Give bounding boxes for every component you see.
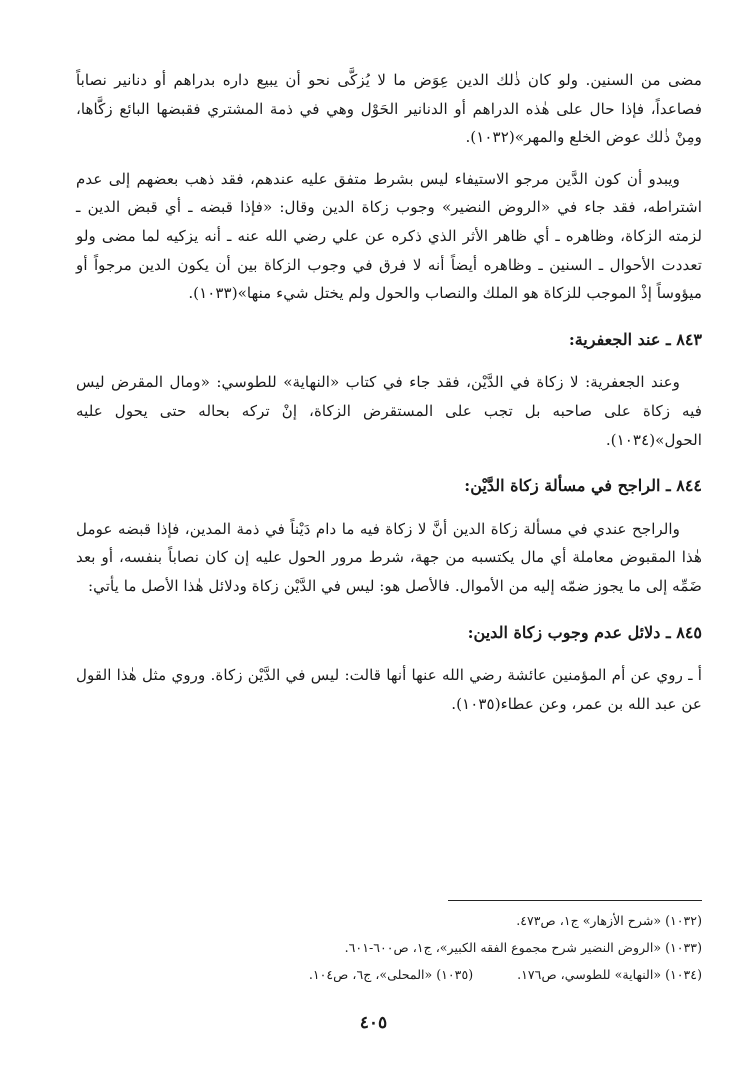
page-number: ٤٠٥ (359, 1013, 388, 1033)
main-text (76, 66, 702, 718)
footnote-row (76, 961, 702, 988)
footnote-1033: (١٠٣٣) «الروض النضير شرح مجموع الفقه الكبير»، ج١، ص٦٠٠-٦٠١. (344, 940, 702, 955)
section-heading-845: ٨٤٥ ـ دلائل عدم وجوب زكاة الدين: (467, 622, 702, 642)
footnote-1035: (١٠٣٥) «المحلى»، ج٦، ص١٠٤. (308, 967, 474, 982)
paragraph-preferred-opinion: والراجح عندي في مسألة زكاة الدين أنَّ لا زكاة فيه ما دام دَيْناً في ذمة المدين، فإذا قبضه عومل هٰذا المقبوض معاملة أي مال يكتسبه من جهة، شرط مرور الحول عليه إن كان نصاباً بنفسه، أو بعد ضَمِّه إلى ما يجوز ضمّه إليه من الأموال. فالأصل هو: ليس في الدَّيْن زكاة ودلائل هٰذا الأصل ما يأتي: (76, 519, 702, 595)
footnote-1032: (١٠٣٢) «شرح الأزهار» ج١، ص٤٧٣. (516, 913, 702, 928)
footnote-1034: (١٠٣٤) «النهاية» للطوسي، ص١٧٦. (517, 967, 702, 982)
paragraph-continuation: مضى من السنين. ولو كان ذٰلك الدين عِوَض ما لا يُزكَّى نحو أن يبيع داره بدراهم أو دنانير نصاباً فصاعداً، فإذا حال على هٰذه الدراهم أو الدنانير الحَوْل وهي في ذمة المشتري فقبضها البائع زكَّاها، ومِنْ ذٰلك عوض الخلع والمهر»(١٠٣٢). (76, 71, 702, 147)
footnotes (76, 907, 702, 988)
section-heading-844: ٨٤٤ ـ الراجح في مسألة زكاة الدَّيْن: (464, 476, 702, 496)
paragraph-ruling: ويبدو أن كون الدَّين مرجو الاستيفاء ليس بشرط متفق عليه عندهم، فقد ذهب بعضهم إلى عدم اشتراطه، فقد جاء في «الروض النضير» وجوب زكاة الدين وقال: «فإذا قبضه ـ أي قبض الدين ـ لزمته الزكاة، وظاهره ـ أي ظاهر الأثر الذي ذكره عن علي رضي الله عنه ـ أنه يزكيه لما مضى ولو تعددت الأحوال ـ السنين ـ وظاهره أيضاً أنه لا فرق في وجوب الزكاة بين أن يكون الدين مرجواً أو ميؤوساً إذْ الموجب للزكاة هو الملك والنصاب والحول ولم يختل شيء منها»(١٠٣٣). (76, 169, 702, 303)
paragraph-jafariyya: وعند الجعفرية: لا زكاة في الدَّيْن، فقد جاء في كتاب «النهاية» للطوسي: «ومال المقرض ليس فيه زكاة على صاحبه بل تجب على المستقرض الزكاة، إنْ تركه بحاله حتى يحول عليه الحول»(١٠٣٤). (76, 373, 702, 449)
footnote-separator (448, 900, 702, 901)
paragraph-evidence-a: أ ـ روي عن أم المؤمنين عائشة رضي الله عنها أنها قالت: ليس في الدَّيْن زكاة. وروي مثل هٰذا القول عن عبد الله بن عمر، وعن عطاء(١٠٣٥). (76, 666, 702, 713)
section-heading-843: ٨٤٣ ـ عند الجعفرية: (568, 329, 702, 349)
